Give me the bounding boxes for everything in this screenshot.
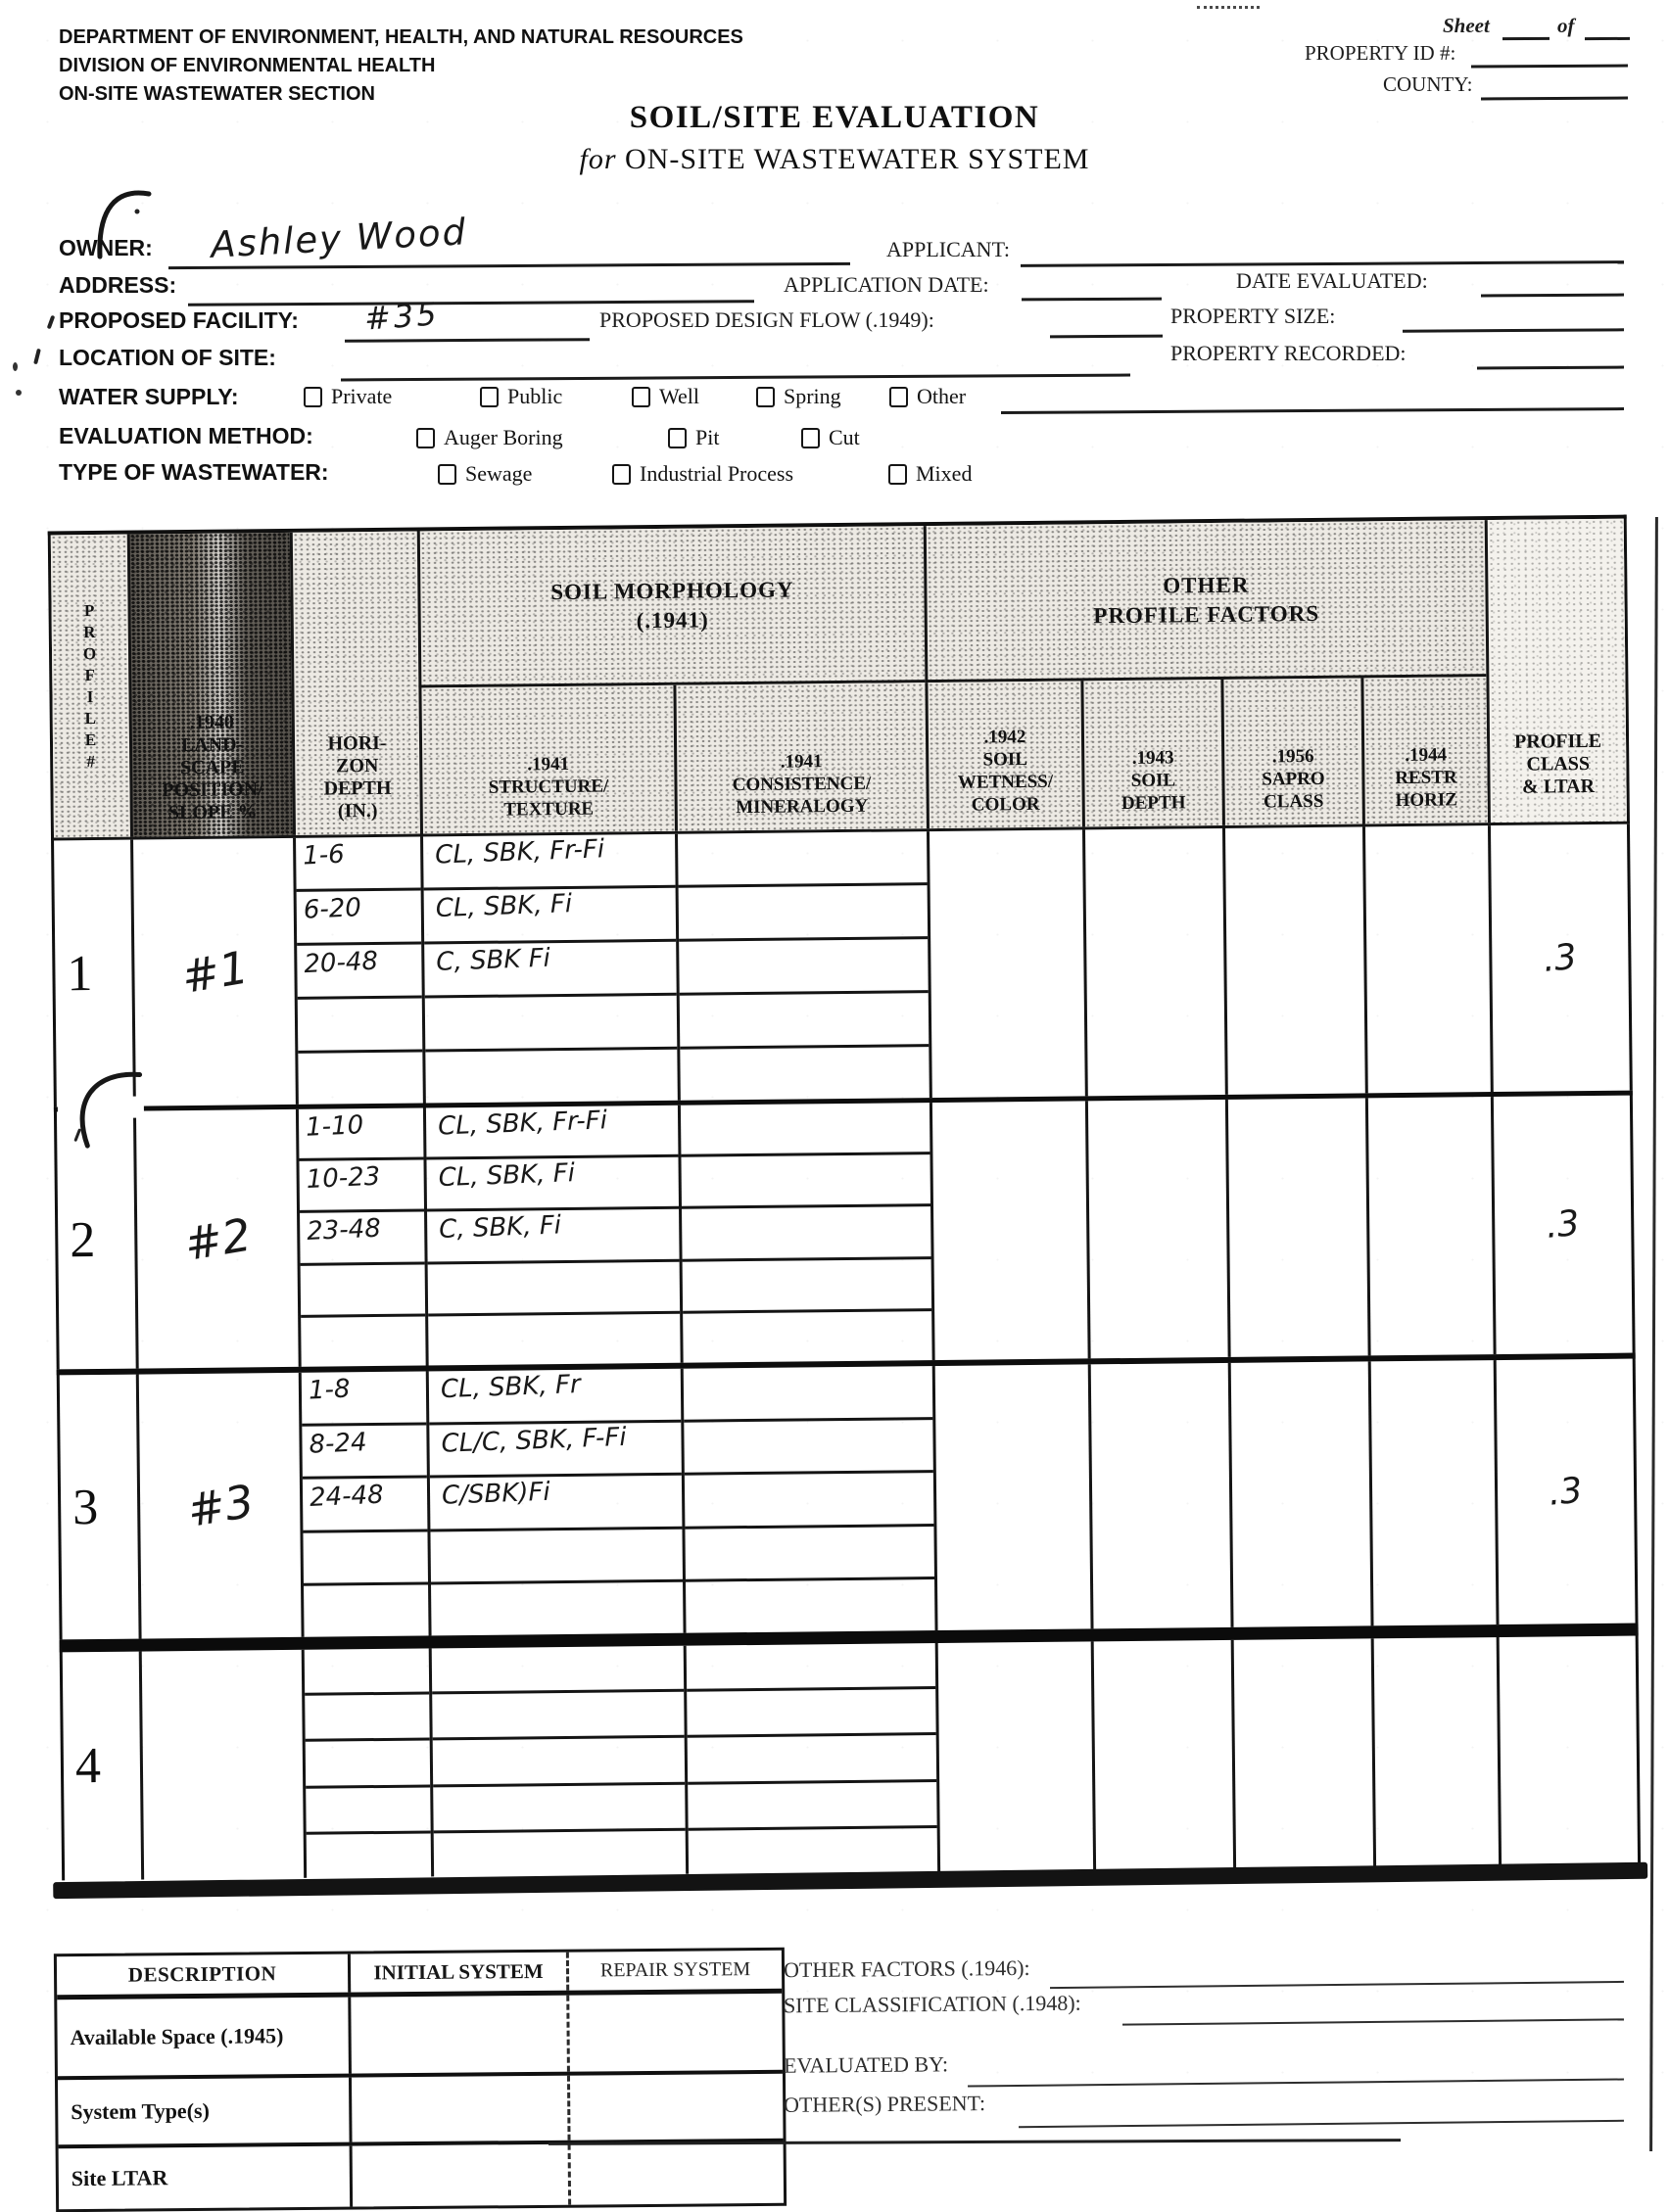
checkbox-water-private[interactable] xyxy=(304,384,392,409)
checkbox-water-well[interactable] xyxy=(632,384,699,409)
horizon-subrow[interactable] xyxy=(304,1585,429,1637)
structure-texture-cell[interactable] xyxy=(429,1646,686,1877)
horizon-subrow[interactable] xyxy=(301,1264,426,1318)
evaluated-by-line[interactable] xyxy=(968,2078,1624,2087)
checkbox-icon xyxy=(632,387,650,407)
other-factors-label: OTHER FACTORS (.1946): xyxy=(783,1954,1030,1983)
row-label: Available Space (.1945) xyxy=(70,2023,284,2050)
department-line-1: DEPARTMENT OF ENVIRONMENT, HEALTH, AND NATURAL RESOURCES xyxy=(59,26,743,48)
checkbox-icon xyxy=(668,428,687,448)
landscape-position-cell[interactable] xyxy=(130,838,296,1106)
consistence-subrow[interactable] xyxy=(679,885,929,942)
column-header-soil-depth: .1943 SOIL DEPTH xyxy=(1080,680,1222,826)
depth-handwritten: 1-6 xyxy=(302,839,346,871)
texture-subrow[interactable] xyxy=(426,1106,679,1160)
checkbox-icon xyxy=(612,464,631,485)
horizon-subrow[interactable] xyxy=(306,1741,430,1789)
handwritten-arc-mark xyxy=(65,1064,150,1153)
horizon-subrow[interactable] xyxy=(299,1107,424,1161)
checkbox-label: Other xyxy=(917,384,967,408)
checkbox-eval-auger-boring[interactable] xyxy=(416,425,563,450)
texture-subrow[interactable] xyxy=(425,996,678,1053)
profile-number: 1 xyxy=(67,945,93,1002)
horizon-subrow[interactable] xyxy=(297,891,422,946)
consistence-subrow[interactable] xyxy=(688,1782,936,1831)
available-space-initial-cell[interactable] xyxy=(348,1996,567,2074)
consistence-subrow[interactable] xyxy=(678,831,928,888)
landscape-handwritten-value: #1 xyxy=(177,940,252,1004)
horizon-depth-cell[interactable] xyxy=(293,837,423,1105)
depth-handwritten: 8-24 xyxy=(308,1427,368,1460)
column-header-sapro-class: .1956 SAPRO CLASS xyxy=(1220,678,1362,824)
owner-label: OWNER: xyxy=(59,235,153,260)
soil-table-header xyxy=(48,515,1630,841)
texture-handwritten: CL, SBK, Fr xyxy=(440,1369,582,1405)
page-title: SOIL/SITE EVALUATION xyxy=(629,100,1040,135)
applicant-line[interactable] xyxy=(1021,260,1624,267)
consistence-subrow[interactable] xyxy=(684,1366,933,1422)
landscape-position-cell[interactable] xyxy=(136,1373,302,1639)
horizon-subrow[interactable] xyxy=(305,1648,429,1696)
location-label: LOCATION OF SITE: xyxy=(59,345,276,370)
structure-texture-cell[interactable] xyxy=(426,1369,684,1636)
subtitle-text: ON-SITE WASTEWATER SYSTEM xyxy=(625,143,1090,175)
profile-row-3 xyxy=(57,1353,1639,1640)
repair-system-column-header: REPAIR SYSTEM xyxy=(566,1951,782,1991)
checkbox-water-public[interactable] xyxy=(480,384,562,409)
restrictive-horizon-cell[interactable] xyxy=(1362,825,1491,1093)
column-header-horizon-depth: HORI- ZON DEPTH (IN.) xyxy=(290,532,420,835)
texture-handwritten: CL, SBK, Fi xyxy=(438,1158,576,1194)
sheet-label: Sheet xyxy=(1443,14,1490,37)
soil-wetness-cell[interactable] xyxy=(927,829,1085,1098)
site-ltar-row xyxy=(59,2139,785,2209)
water-other-line[interactable] xyxy=(1001,407,1624,414)
texture-subrow[interactable] xyxy=(434,1831,686,1877)
checkbox-water-other[interactable] xyxy=(889,384,966,409)
consistence-subrow[interactable] xyxy=(682,1206,931,1261)
others-present-label: OTHER(S) PRESENT: xyxy=(783,2091,986,2117)
checkbox-icon xyxy=(889,387,908,407)
applicant-label: APPLICANT: xyxy=(886,237,1011,261)
consistence-subrow[interactable] xyxy=(680,1047,930,1101)
texture-handwritten: C, SBK, Fi xyxy=(438,1210,562,1246)
texture-handwritten: CL/C, SBK, F-Fi xyxy=(441,1422,628,1459)
sheet-number-line[interactable] xyxy=(1502,37,1550,40)
ink-mark xyxy=(33,349,41,364)
available-space-row xyxy=(57,1994,783,2076)
sapro-class-cell[interactable] xyxy=(1231,1638,1373,1867)
consistence-subrow[interactable] xyxy=(681,1154,930,1209)
depth-handwritten: 23-48 xyxy=(306,1214,382,1247)
texture-subrow[interactable] xyxy=(430,1530,683,1585)
ink-mark xyxy=(16,390,22,396)
depth-handwritten: 1-8 xyxy=(308,1374,352,1406)
restrictive-horizon-cell[interactable] xyxy=(1368,1360,1497,1625)
horizon-subrow[interactable] xyxy=(302,1425,427,1480)
site-ltar-initial-cell[interactable] xyxy=(350,2144,569,2207)
water-supply-label: WATER SUPPLY: xyxy=(59,384,239,409)
consistence-mineralogy-cell[interactable] xyxy=(684,1643,937,1874)
horizon-subrow[interactable] xyxy=(298,999,423,1054)
soil-depth-cell[interactable] xyxy=(1085,1100,1228,1358)
profile-row-4 xyxy=(60,1624,1641,1881)
horizon-subrow[interactable] xyxy=(300,1212,425,1266)
texture-handwritten: CL, SBK, Fr-Fi xyxy=(437,1106,608,1142)
site-classification-line[interactable] xyxy=(1122,2018,1624,2025)
group-header-other-profile-factors: OTHER PROFILE FACTORS xyxy=(924,520,1487,682)
checkbox-eval-cut[interactable] xyxy=(801,425,860,450)
landscape-handwritten-value: #3 xyxy=(182,1474,258,1537)
property-id-line[interactable] xyxy=(1471,65,1628,69)
summary-header-row xyxy=(57,1951,782,2000)
system-summary-table xyxy=(54,1948,787,2212)
depth-handwritten: 6-20 xyxy=(303,893,362,925)
restrictive-horizon-cell[interactable] xyxy=(1365,1097,1494,1355)
consistence-mineralogy-cell[interactable] xyxy=(678,1103,932,1363)
property-recorded-label: PROPERTY RECORDED: xyxy=(1170,341,1407,365)
profile-class-ltar-cell[interactable] xyxy=(1494,1359,1636,1624)
row-label: System Type(s) xyxy=(71,2097,210,2125)
consistence-subrow[interactable] xyxy=(684,1420,933,1476)
consistence-subrow[interactable] xyxy=(688,1735,936,1784)
sapro-class-cell[interactable] xyxy=(1228,1361,1371,1626)
horizon-subrow[interactable] xyxy=(298,1053,423,1105)
checkbox-label: Public xyxy=(507,384,563,408)
row-label: Site LTAR xyxy=(71,2165,168,2191)
texture-subrow[interactable] xyxy=(431,1582,684,1635)
checkbox-label: Industrial Process xyxy=(640,461,794,486)
horizon-subrow[interactable] xyxy=(301,1316,426,1367)
horizon-depth-cell[interactable] xyxy=(296,1107,426,1366)
column-header-landscape-position: .1940 LAND- SCAPE POSITION/ SLOPE % xyxy=(127,533,293,837)
horizon-subrow[interactable] xyxy=(303,1479,428,1533)
property-size-label: PROPERTY SIZE: xyxy=(1170,304,1336,328)
soil-depth-cell[interactable] xyxy=(1082,828,1225,1096)
structure-texture-cell[interactable] xyxy=(423,1106,681,1366)
texture-handwritten: C/SBK)Fi xyxy=(441,1477,551,1511)
sapro-class-cell[interactable] xyxy=(1222,826,1365,1094)
design-flow-line[interactable] xyxy=(1050,335,1163,339)
soil-wetness-cell[interactable] xyxy=(932,1364,1091,1630)
horizon-subrow[interactable] xyxy=(296,837,421,892)
column-header-soil-wetness-color: .1942 SOIL WETNESS/ COLOR xyxy=(925,681,1082,828)
others-present-line[interactable] xyxy=(1019,2120,1624,2128)
proposed-facility-label: PROPOSED FACILITY: xyxy=(59,307,299,333)
description-column-header: DESCRIPTION xyxy=(127,1961,277,1987)
consistence-subrow[interactable] xyxy=(689,1828,937,1874)
wastewater-type-label: TYPE OF WASTEWATER: xyxy=(59,459,329,485)
address-label: ADDRESS: xyxy=(59,272,177,298)
system-types-row xyxy=(58,2070,784,2144)
proposed-facility-handwritten-value: #35 xyxy=(362,295,441,338)
horizon-subrow[interactable] xyxy=(305,1695,429,1743)
consistence-subrow[interactable] xyxy=(683,1311,932,1363)
owner-handwritten-value: Ashley Wood xyxy=(210,211,469,266)
profile-class-ltar-cell[interactable] xyxy=(1488,824,1630,1092)
consistence-subrow[interactable] xyxy=(685,1527,934,1582)
system-types-repair-cell[interactable] xyxy=(567,2074,784,2141)
texture-handwritten: CL, SBK, Fi xyxy=(435,889,573,924)
horizon-subrow[interactable] xyxy=(299,1160,424,1214)
horizon-subrow[interactable] xyxy=(306,1787,430,1835)
property-size-line[interactable] xyxy=(1403,328,1624,332)
checkbox-icon xyxy=(416,428,435,448)
profile-number: 4 xyxy=(74,1737,102,1795)
consistence-subrow[interactable] xyxy=(683,1259,932,1314)
checkbox-label: Mixed xyxy=(916,461,973,486)
texture-subrow[interactable] xyxy=(424,888,677,945)
checkbox-label: Well xyxy=(659,384,699,408)
texture-subrow[interactable] xyxy=(429,1369,682,1425)
consistence-subrow[interactable] xyxy=(681,1103,930,1157)
checkbox-label: Pit xyxy=(695,425,720,449)
checkbox-water-spring[interactable] xyxy=(756,384,841,409)
checkbox-label: Auger Boring xyxy=(444,425,563,449)
location-line[interactable] xyxy=(341,374,1130,382)
profile-number: 3 xyxy=(72,1479,99,1535)
design-flow-label: PROPOSED DESIGN FLOW (.1949): xyxy=(599,307,934,332)
texture-subrow[interactable] xyxy=(433,1784,685,1833)
texture-handwritten: C, SBK Fi xyxy=(435,943,551,977)
profile-row-1 xyxy=(51,824,1633,1107)
texture-subrow[interactable] xyxy=(426,1157,679,1212)
profile-number-cell xyxy=(63,1652,141,1881)
consistence-subrow[interactable] xyxy=(686,1579,935,1632)
checkbox-label: Private xyxy=(331,384,393,408)
horizon-subrow[interactable] xyxy=(303,1531,428,1586)
texture-subrow[interactable] xyxy=(429,1422,682,1478)
landscape-position-cell[interactable] xyxy=(133,1109,299,1369)
checkbox-label: Spring xyxy=(784,384,841,408)
consistence-mineralogy-cell[interactable] xyxy=(675,831,930,1101)
horizon-subrow[interactable] xyxy=(297,945,422,1000)
profile-class-ltar-cell[interactable] xyxy=(1491,1096,1633,1354)
available-space-repair-cell[interactable] xyxy=(566,1994,783,2072)
checkbox-icon xyxy=(801,428,820,448)
profile-class-ltar-cell[interactable] xyxy=(1497,1636,1638,1865)
horizon-subrow[interactable] xyxy=(302,1371,427,1426)
soil-depth-cell[interactable] xyxy=(1091,1640,1233,1869)
site-classification-label: SITE CLASSIFICATION (.1948): xyxy=(783,1990,1081,2018)
horizon-subrow[interactable] xyxy=(307,1833,431,1878)
landscape-position-cell[interactable] xyxy=(139,1650,304,1880)
consistence-subrow[interactable] xyxy=(679,939,929,996)
texture-subrow[interactable] xyxy=(424,942,677,999)
checkbox-eval-pit[interactable] xyxy=(668,425,719,450)
application-date-line[interactable] xyxy=(1022,298,1162,302)
property-id-label: PROPERTY ID #: xyxy=(1305,41,1456,65)
checkbox-icon xyxy=(888,464,907,485)
structure-texture-cell[interactable] xyxy=(420,834,678,1104)
texture-subrow[interactable] xyxy=(433,1738,685,1787)
texture-subrow[interactable] xyxy=(430,1476,683,1531)
evaluated-by-label: EVALUATED BY: xyxy=(783,2051,949,2078)
horizon-depth-cell[interactable] xyxy=(299,1371,429,1636)
checkbox-icon xyxy=(304,387,322,407)
owner-line[interactable] xyxy=(168,262,850,269)
department-line-2: DIVISION OF ENVIRONMENTAL HEALTH xyxy=(59,55,436,76)
date-evaluated-line[interactable] xyxy=(1481,294,1624,298)
horizon-depth-cell[interactable] xyxy=(302,1648,431,1877)
consistence-subrow[interactable] xyxy=(685,1473,934,1529)
restrictive-horizon-cell[interactable] xyxy=(1371,1637,1499,1866)
scan-artifact-dots xyxy=(1197,6,1260,9)
checkbox-icon xyxy=(480,387,499,407)
depth-handwritten: 24-48 xyxy=(309,1480,385,1514)
soil-wetness-cell[interactable] xyxy=(930,1101,1088,1360)
checkbox-label: Sewage xyxy=(465,461,533,486)
texture-subrow[interactable] xyxy=(428,1314,681,1366)
address-line[interactable] xyxy=(188,300,754,306)
checkbox-waste-sewage[interactable] xyxy=(438,461,532,487)
scan-page-edge-line xyxy=(1649,517,1658,2151)
checkbox-waste-industrial[interactable] xyxy=(612,461,793,487)
checkbox-waste-mixed[interactable] xyxy=(888,461,972,487)
site-ltar-repair-cell[interactable] xyxy=(568,2142,785,2205)
ltar-handwritten-value: .3 xyxy=(1541,936,1579,980)
sheet-of-label: of xyxy=(1557,14,1575,37)
application-date-label: APPLICATION DATE: xyxy=(784,272,989,297)
depth-handwritten: 1-10 xyxy=(305,1110,364,1143)
depth-handwritten: 20-48 xyxy=(303,946,379,980)
depth-handwritten: 10-23 xyxy=(306,1161,381,1196)
soil-profile-table xyxy=(48,515,1642,1898)
column-header-structure-texture: .1941 STRUCTURE/ TEXTURE xyxy=(418,685,675,834)
column-header-profile-class-ltar: PROFILE CLASS & LTAR xyxy=(1485,519,1627,823)
column-header-profile-number xyxy=(51,535,130,838)
system-types-initial-cell[interactable] xyxy=(349,2076,568,2142)
property-recorded-line[interactable] xyxy=(1477,366,1624,370)
texture-subrow[interactable] xyxy=(432,1692,684,1741)
sapro-class-cell[interactable] xyxy=(1225,1098,1368,1356)
soil-depth-cell[interactable] xyxy=(1088,1363,1231,1628)
page-subtitle xyxy=(0,143,1669,176)
profile-number-cell xyxy=(60,1375,139,1640)
landscape-handwritten-value: #2 xyxy=(179,1206,255,1271)
initial-system-column-header: INITIAL SYSTEM xyxy=(348,1953,566,1993)
soil-wetness-cell[interactable] xyxy=(935,1641,1093,1871)
consistence-subrow[interactable] xyxy=(687,1689,935,1738)
county-label: COUNTY: xyxy=(1383,72,1473,96)
consistence-subrow[interactable] xyxy=(680,993,930,1050)
profile-number-vertical-text: PROFILE# xyxy=(82,600,98,771)
proposed-facility-line[interactable] xyxy=(345,338,590,343)
ink-mark xyxy=(47,315,56,330)
texture-subrow[interactable] xyxy=(432,1646,684,1695)
evaluation-method-label: EVALUATION METHOD: xyxy=(59,423,313,448)
texture-subrow[interactable] xyxy=(427,1209,680,1264)
ltar-handwritten-value: .3 xyxy=(1547,1470,1585,1514)
checkbox-icon xyxy=(756,387,775,407)
other-factors-line[interactable] xyxy=(1050,1981,1624,1989)
checkbox-icon xyxy=(438,464,456,485)
texture-handwritten: CL, SBK, Fr-Fi xyxy=(434,834,605,871)
texture-subrow[interactable] xyxy=(423,834,676,891)
consistence-subrow[interactable] xyxy=(687,1643,935,1692)
profile-row-2 xyxy=(54,1091,1636,1370)
department-line-3: ON-SITE WASTEWATER SECTION xyxy=(59,83,375,105)
consistence-mineralogy-cell[interactable] xyxy=(681,1366,935,1633)
date-evaluated-label: DATE EVALUATED: xyxy=(1236,268,1428,293)
texture-subrow[interactable] xyxy=(425,1050,678,1104)
column-header-consistence-mineralogy: .1941 CONSISTENCE/ MINERALOGY xyxy=(673,682,927,831)
texture-subrow[interactable] xyxy=(428,1261,681,1316)
group-header-soil-morphology: SOIL MORPHOLOGY (.1941) xyxy=(417,526,926,687)
ink-mark xyxy=(13,362,18,371)
column-header-restrictive-horizon: .1944 RESTR HORIZ xyxy=(1360,677,1488,824)
subtitle-for-word: for xyxy=(579,143,617,175)
sheet-total-line[interactable] xyxy=(1585,37,1630,40)
profile-number: 2 xyxy=(70,1212,96,1269)
checkbox-label: Cut xyxy=(829,425,860,449)
ltar-handwritten-value: .3 xyxy=(1544,1202,1582,1247)
